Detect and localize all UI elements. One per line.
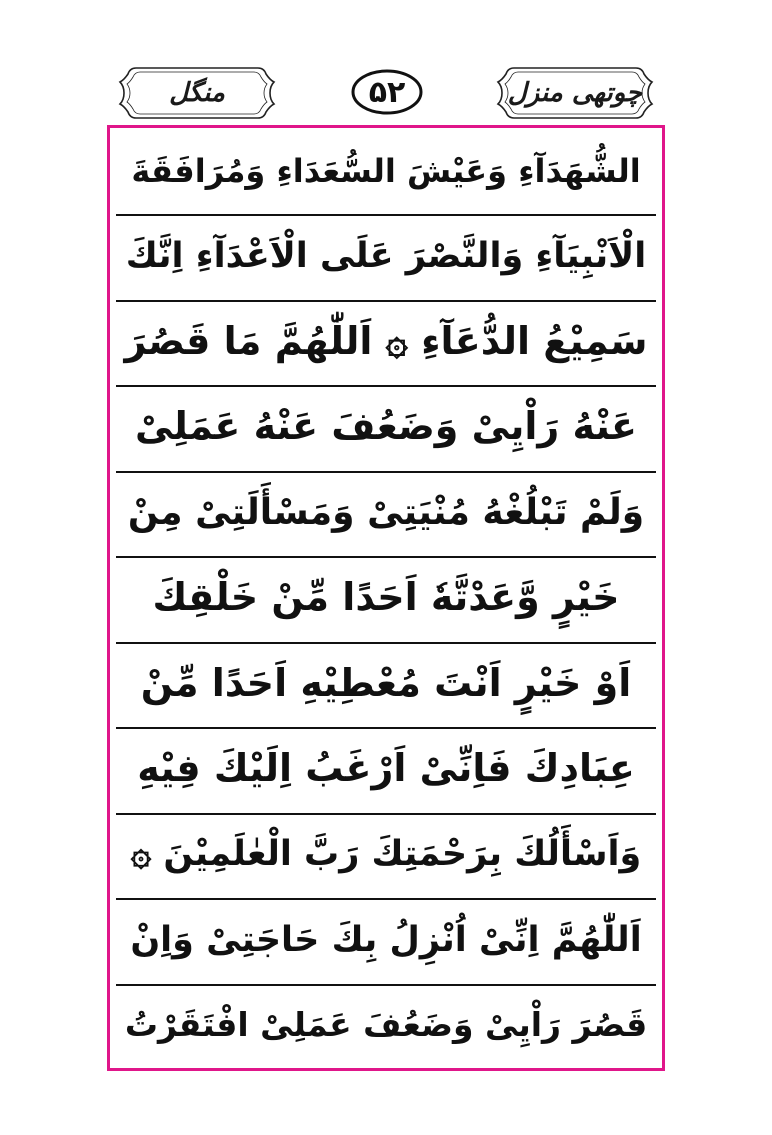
page-number-badge xyxy=(350,68,424,116)
text-line-5: وَلَمْ تَبْلُغْهُ مُنْيَتِیْ وَمَسْأَلَتِیْ مِنْ xyxy=(110,470,662,555)
text-line-1: الشُّهَدَآءِ وَعَيْشَ السُّعَدَاءِ وَمُرَافَقَةَ xyxy=(131,151,641,190)
text-line-11: قَصُرَ رَاْيِیْ وَضَعُفَ عَمَلِیْ افْتَقَرْتُ xyxy=(110,983,662,1068)
text-lines xyxy=(110,128,662,1068)
text-line-9: وَاَسْأَلُكَ بِرَحْمَتِكَ رَبَّ الْعٰلَمِيْنَ ۞ xyxy=(110,812,662,897)
page-number: ۵۲ xyxy=(368,74,406,110)
text-line-3: سَمِيْعُ الدُّعَآءِ ۞ اَللّٰهُمَّ مَا قَصُرَ xyxy=(110,299,662,384)
text-frame xyxy=(107,125,665,1071)
text-line-7: اَوْ خَيْرٍ اَنْتَ مُعْطِيْهِ اَحَدًا مِّنْ xyxy=(110,641,662,726)
page-header xyxy=(0,0,772,125)
text-line-10: اَللّٰهُمَّ اِنِّیْ اُنْزِلُ بِكَ حَاجَتِیْ وَاِنْ xyxy=(110,897,662,982)
manzil-cartouche xyxy=(496,64,654,122)
text-line-2: الْاَنْبِيَآءِ وَالنَّصْرَ عَلَى الْاَعْدَآءِ اِنَّكَ xyxy=(110,213,662,298)
text-line-4: عَنْهُ رَاْيِیْ وَضَعُفَ عَنْهُ عَمَلِیْ xyxy=(110,384,662,469)
day-cartouche xyxy=(118,64,276,122)
manzil-label: چوتھی منزل xyxy=(507,78,643,108)
text-line-6: خَيْرٍ وَّعَدْتَّهٗ اَحَدًا مِّنْ خَلْقِكَ xyxy=(110,555,662,640)
day-label: منگل xyxy=(169,78,225,108)
text-line-8: عِبَادِكَ فَاِنِّیْ اَرْغَبُ اِلَيْكَ فِيْهِ xyxy=(110,726,662,811)
